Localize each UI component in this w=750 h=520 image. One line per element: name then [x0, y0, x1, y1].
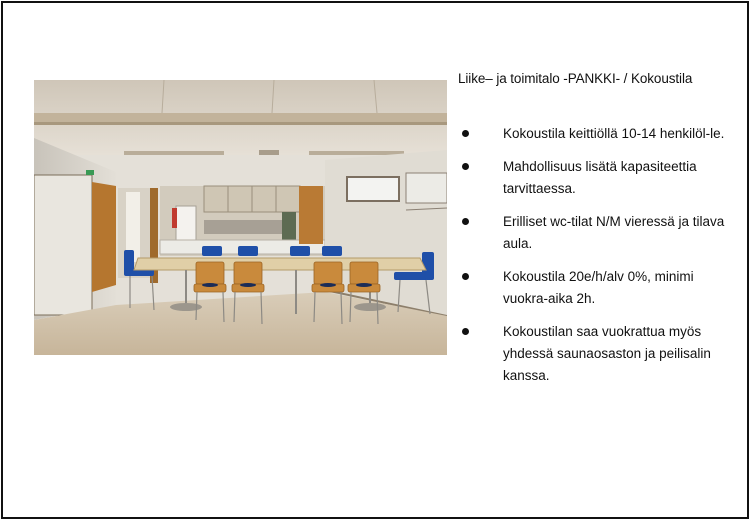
list-item [458, 266, 738, 310]
list-item [458, 156, 738, 200]
bullet-icon [462, 218, 469, 225]
list-item-text: Kokoustila 20e/h/alv 0%, minimi vuokra-aika 2h. [503, 269, 694, 306]
bullet-icon [462, 328, 469, 335]
slide [1, 1, 749, 519]
meeting-room-photo [34, 80, 447, 355]
list-item [458, 123, 738, 145]
bullet-icon [462, 273, 469, 280]
list-item-text: Erilliset wc-tilat N/M vieressä ja tilava aula. [503, 214, 725, 251]
list-item-text: Mahdollisuus lisätä kapasiteettia tarvittaessa. [503, 159, 697, 196]
bullet-icon [462, 163, 469, 170]
list-item [458, 321, 738, 387]
list-item-text: Kokoustila keittiöllä 10-14 henkilöl-le. [503, 126, 725, 141]
list-item-text: Kokoustilan saa vuokrattua myös yhdessä saunaosaston ja peilisalin kanssa. [503, 324, 711, 383]
bullet-icon [462, 130, 469, 137]
list-item [458, 211, 738, 255]
feature-list [458, 123, 738, 398]
page-title: Liike– ja toimitalo -PANKKI- / Kokoustila [458, 71, 693, 86]
